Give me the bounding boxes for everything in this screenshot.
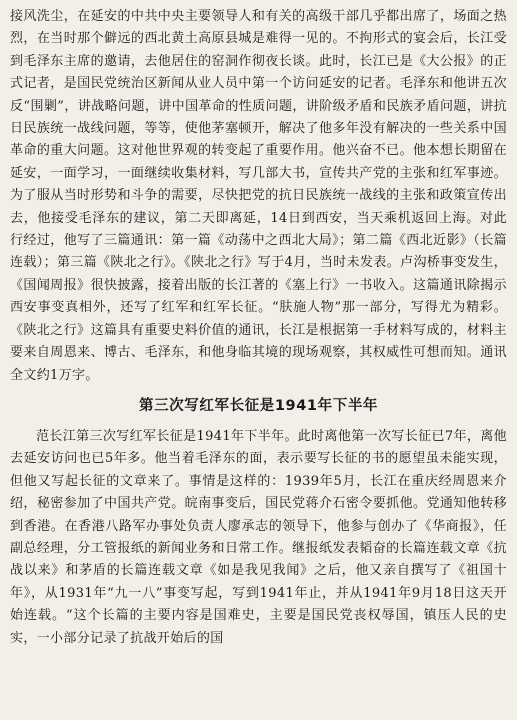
body-paragraph-continued: 接风洗尘，在延安的中共中央主要领导人和有关的高级干部几乎都出席了，场面之热烈，在当时那个僻远的西北黄土高原县城是难得一见的。不拘形式的宴会后，长江受到毛泽东主席的邀请，去他居住的窑洞作彻夜长谈。此时，长江已是《大公报》的正式记者，是国民党统治区新闻从业人员中第一个访问延安的记者。毛泽东和他讲五次反“围剿”，讲战略问题，讲中国革命的性质问题，讲阶级矛盾和民族矛盾问题，讲抗日民族统一战线问题，等等，使他茅塞顿开，解决了他多年没有解决的一些关系中国革命的重大问题。这对他世界观的转变起了重要作用。他兴奋不已。他本想长期留在延安，一面学习，一面继续收集材料，写几部大书，宣传共产党的主张和红军事迹。为了服从当时形势和斗争的需要，尽快把党的抗日民族统一战线的主张和政策宣传出去，他接受毛泽东的建议，第二天即离延，14日到西安，当天乘机返回上海。对此行经过，他写了三篇通讯：第一篇《动荡中之西北大局》；第二篇《西北近影》（长篇连载）；第三篇《陕北之行》。《陕北之行》写于4月，当时未发表。卢沟桥事变发生，《国闻周报》很快披露，接着出版的长江著的《塞上行》一书收入。这篇通讯除揭示西安事变真相外，还写了红军和红军长征。“肤施人物”那一部分，写得尤为精彩。《陕北之行》这篇具有重要史料价值的通讯，长江是根据第一手材料写成的，材料主要来自周恩来、博古、毛泽东，和他身临其境的现场观察，其权威性可想而知。通讯全文约1万字。: [10, 9, 507, 383]
section-heading: 第三次写红军长征是1941年下半年: [138, 397, 379, 414]
body-paragraph: 范长江第三次写红军长征是1941年下半年。此时离他第一次写长征已7年，离他去延安访问也已5年多。他当着毛泽东的面，表示要写长征的书的愿望虽未能实现，但他又写起长征的文章来了。事情是这样的：1939年5月，长江在重庆经周恩来介绍，秘密参加了中国共产党。皖南事变后，国民党蒋介石密令要抓他。党通知他转移到香港。在香港八路军办事处负责人廖承志的领导下，他参与创办了《华商报》，任副总经理，分工管报纸的新闻业务和日常工作。继报纸发表韬奋的长篇连载文章《抗战以来》和茅盾的长篇连载文章《如是我见我闻》之后，他又亲自撰写了《祖国十年》，从1931年“九一八”事变写起，写到1941年止，并从1941年9月18日这天开始连载。“这个长篇的主要内容是国难史，主要是国民党丧权辱国，镇压人民的史实，一小部分记录了抗战开始后的国: [10, 428, 507, 646]
